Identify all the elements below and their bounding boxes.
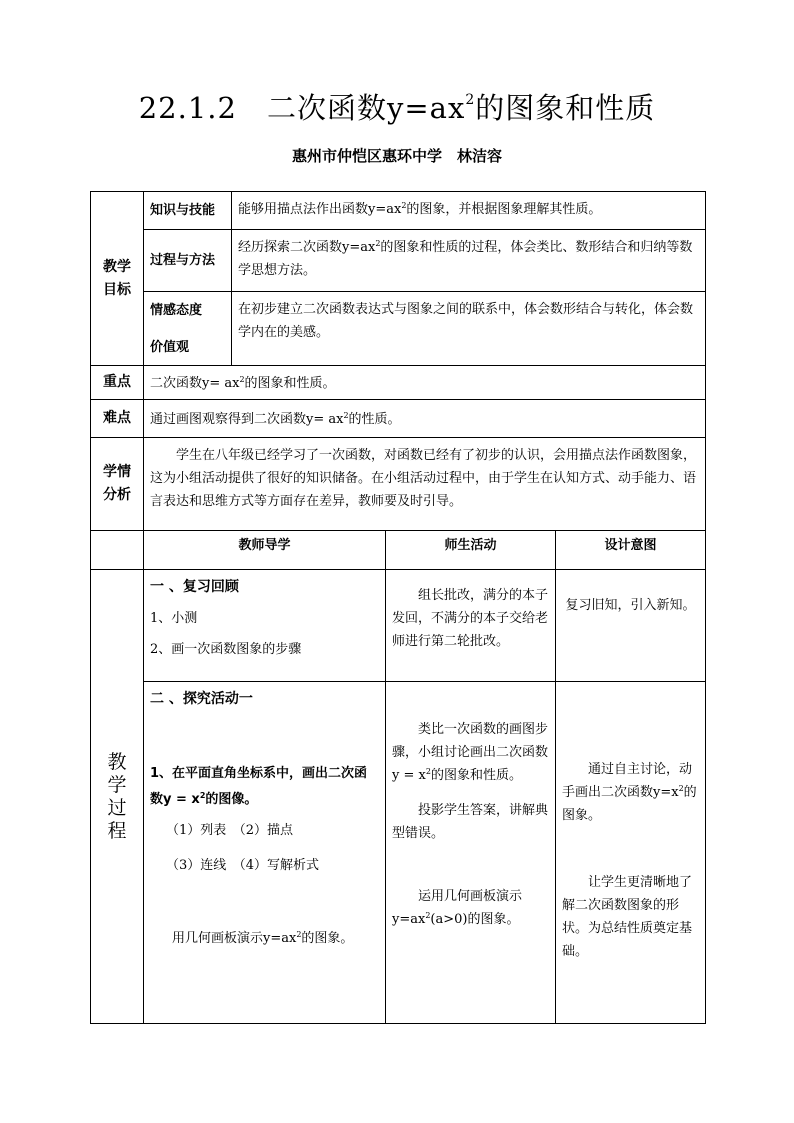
review-activity: 组长批改，满分的本子发回，不满分的本子交给老师进行第二轮批改。 <box>386 570 556 682</box>
explore-design-2: 让学生更清晰地了解二次函数图象的形状。为总结性质奠定基础。 <box>562 875 693 959</box>
key-label: 重点 <box>91 366 144 400</box>
process-char-3: 过 <box>107 796 127 819</box>
lesson-plan-table <box>90 191 706 1024</box>
knowledge-label: 知识与技能 <box>144 192 232 230</box>
review-item-1: 1、小测 <box>150 611 198 626</box>
key-text: 二次函数$y= ax^2$的图象和性质。 <box>144 366 706 400</box>
process-char-2: 学 <box>107 773 127 796</box>
emotion-label-line2: 价值观 <box>150 339 190 355</box>
explore-activity-1: 类比一次函数的画图步骤，小组讨论画出二次函数$y = x^2$的图象和性质。 <box>392 722 549 783</box>
review-item-2: 2、画一次函数图象的步骤 <box>150 642 302 657</box>
review-title: 一 、复习回顾 <box>150 579 239 595</box>
explore-activity-2: 投影学生答案，讲解典型错误。 <box>392 803 549 841</box>
emotion-label <box>144 292 232 366</box>
explore-title: 二 、探究活动一 <box>150 691 253 707</box>
analysis-label: 学情分析 <box>91 438 144 531</box>
process-label: 过程与方法 <box>144 230 232 292</box>
difficulty-label: 难点 <box>91 400 144 438</box>
process-text: 经历探索二次函数$y=ax^2$的图象和性质的过程，体会类比、数形结合和归纳等数学思想方法。 <box>232 230 706 292</box>
explore-task: 1、在平面直角坐标系中，画出二次函数$y = x^2$的图像。 <box>150 766 368 807</box>
review-design: 复习旧知，引入新知。 <box>556 570 706 682</box>
col-header-teacher: 教师导学 <box>144 531 386 570</box>
goals-label: 教学目标 <box>91 192 144 366</box>
explore-design-1: 通过自主讨论，动手画出二次函数$y=x^2$的图象。 <box>562 762 697 823</box>
explore-cell <box>144 682 386 1024</box>
difficulty-text: 通过画图观察得到二次函数$y= ax^2$的性质。 <box>144 400 706 438</box>
explore-demo: 用几何画板演示$y=ax^2$的图象。 <box>172 930 354 946</box>
process-big-label <box>91 570 144 1024</box>
analysis-text: 学生在八年级已经学习了一次函数，对函数已经有了初步的认识，会用描点法作函数图象，这为小组活动提供了很好的知识储备。在小组活动过程中，由于学生在认知方式、动手能力、语言表达和思维方式等方面存在差异，教师要及时引导。 <box>144 438 706 531</box>
author-line: 惠州市仲恺区惠环中学 林洁容 <box>291 147 502 165</box>
col-header-activity: 师生活动 <box>386 531 556 570</box>
explore-activity-3: 运用几何画板演示$y=ax^2(a>0)$的图象。 <box>392 889 523 927</box>
explore-steps-b: （3）连线 （4）写解析式 <box>166 858 320 873</box>
explore-design <box>556 682 706 1024</box>
review-cell <box>144 570 386 682</box>
knowledge-text: 能够用描点法作出函数$y=ax^2$的图象，并根据图象理解其性质。 <box>232 192 706 230</box>
explore-steps-a: （1）列表 （2）描点 <box>166 823 294 838</box>
process-char-1: 教 <box>107 750 127 773</box>
process-char-4: 程 <box>107 819 127 842</box>
page-title: 22.1.2 二次函数$y=ax^2$的图象和性质 <box>138 91 656 125</box>
explore-activity <box>386 682 556 1024</box>
emotion-label-line1: 情感态度 <box>150 302 203 318</box>
emotion-text: 在初步建立二次函数表达式与图象之间的联系中，体会数形结合与转化，体会数学内在的美感。 <box>232 292 706 366</box>
col-header-design: 设计意图 <box>556 531 706 570</box>
header-blank-cell <box>91 531 144 570</box>
